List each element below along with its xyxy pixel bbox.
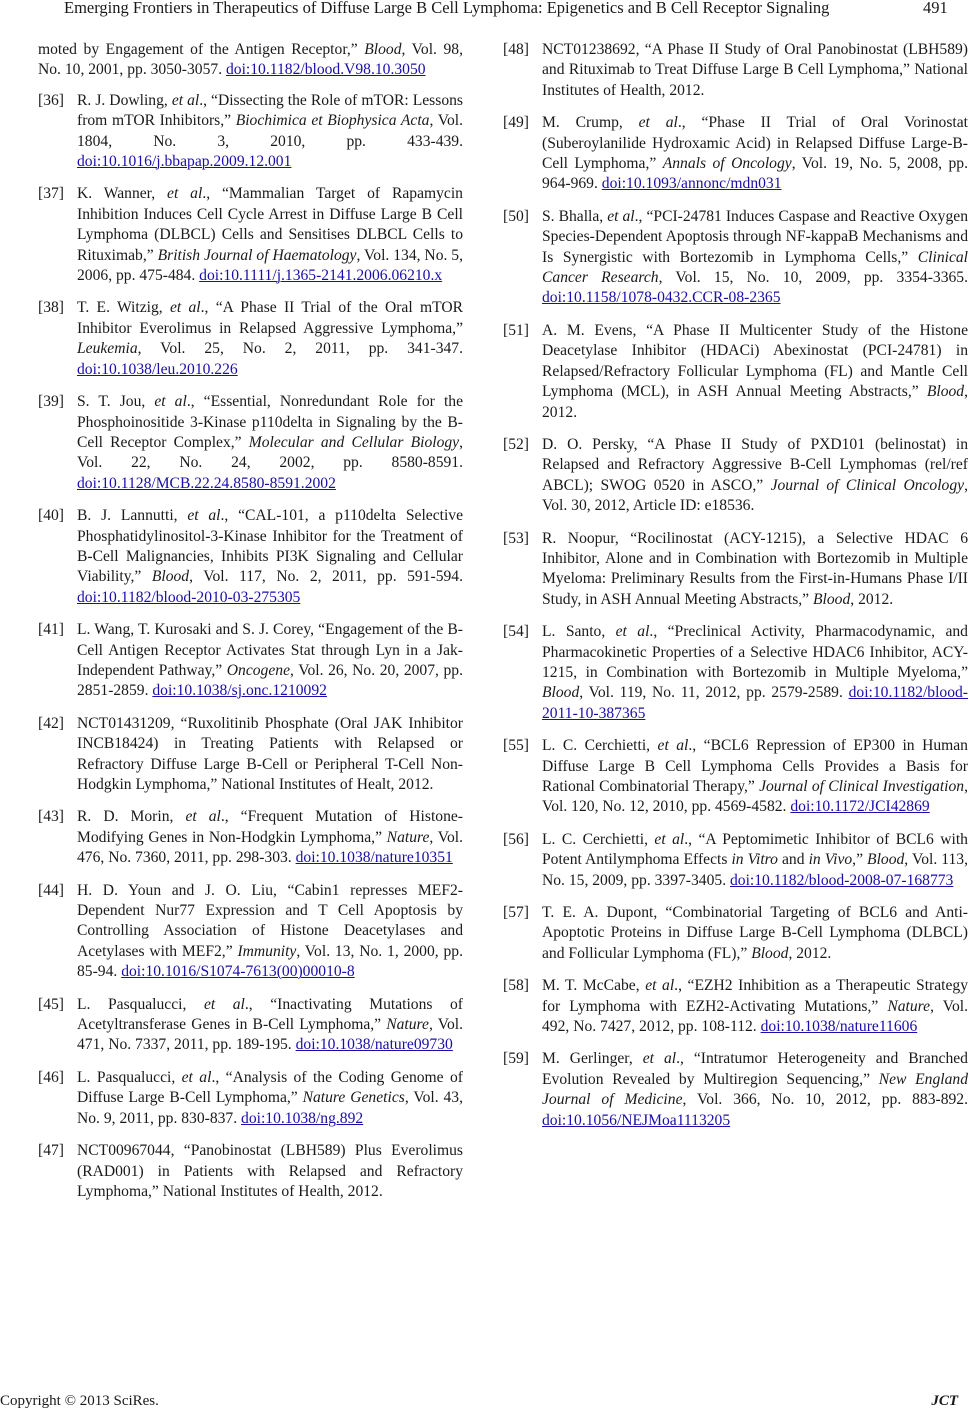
- text-run: D. O. Persky, “A Phase II Study of PXD101 (belinostat) in Relapsed and Refractory Aggressive B-Cell Lymphomas (rel/ref ABCL); SWOG 0520 in ASCO,”: [542, 435, 968, 494]
- text-run: , Vol. 113, No. 15, 2009, pp. 3397-3405.: [542, 851, 969, 889]
- reference-item: [38, 1068, 463, 1129]
- italic-text: Blood: [364, 41, 402, 58]
- reference-item: [38, 881, 463, 983]
- italic-text: Leukemia: [77, 340, 138, 358]
- reference-item: [38, 807, 463, 868]
- reference-number: [42]: [38, 714, 64, 732]
- italic-text: et al: [638, 114, 678, 132]
- reference-text: [77, 506, 463, 608]
- doi-link[interactable]: doi:10.1056/NEJMoa1113205: [542, 1111, 731, 1129]
- reference-number: [41]: [38, 621, 64, 639]
- text-run: ., “Intratumor Heterogeneity and Branched Evolution Revealed by Multiregion Sequencing,”: [542, 1050, 968, 1088]
- text-run: ., “Essential, Nonredundant Role for the Phosphoinositide 3-Kinase p110delta in Signaling by the B-Cell Receptor Complex,”: [77, 393, 463, 451]
- italic-text: et al: [171, 91, 200, 109]
- text-run: R. J. Dowling,: [77, 91, 172, 109]
- italic-text: Blood: [151, 568, 190, 586]
- italic-text: et al: [615, 623, 650, 641]
- italic-text: et al: [169, 299, 201, 317]
- italic-text: Biochimica et Biophysica Acta: [235, 112, 430, 130]
- text-run: NCT00967044, “Panobinostat (LBH589) Plus Everolimus (RAD001) in Patients with Relapsed and Refractory Lymphoma,” National Institutes of Health, 2012.: [77, 1142, 463, 1200]
- text-run: ., “A Peptomimetic Inhibitor of BCL6 with Potent Antilymphoma Effects: [542, 830, 968, 869]
- reference-number: [39]: [38, 393, 64, 411]
- reference-item: [38, 184, 463, 286]
- text-run: L. Pasqualucci,: [77, 995, 204, 1013]
- doi-link[interactable]: doi:10.1038/leu.2010.226: [77, 360, 238, 378]
- reference-number: [48]: [503, 41, 529, 58]
- doi-link[interactable]: doi:10.1182/blood.V98.10.3050: [226, 61, 426, 79]
- reference-text: [542, 321, 968, 423]
- text-run: L. C. Cerchietti,: [542, 737, 658, 755]
- text-run: , Vol. 22, No. 24, 2002, pp. 8580-8591.: [77, 433, 463, 472]
- reference-item: [503, 976, 968, 1037]
- italic-text: in Vivo: [808, 851, 853, 869]
- reference-column-left: [38, 40, 463, 1214]
- text-run: ., “CAL-101, a p110delta Selective Phosphatidylinositol-3-Kinase Inhibitor for the Treatment of B-Cell Malignancies, Inhibits PI3K Signaling and Cellular Viability,”: [77, 507, 463, 586]
- text-run: NCT01238692, “A Phase II Study of Oral Panobinostat (LBH589) and Rituximab to Treat Diffuse Large B Cell Lymphoma,” National Institutes of Health, 2012.: [542, 41, 968, 99]
- text-run: ., “Mammalian Target of Rapamycin Inhibition Induces Cell Cycle Arrest in Diffuse Large B Cell Lymphoma (DLBCL) Cells and Sensitises DLBCL Cells to Rituximab,”: [77, 185, 463, 264]
- reference-item: [503, 903, 968, 964]
- reference-number: [50]: [503, 207, 529, 225]
- text-run: ., “Frequent Mutation of Histone-Modifying Genes in Non-Hodgkin Lymphoma,”: [77, 808, 463, 846]
- reference-text: [542, 529, 968, 611]
- italic-text: Journal of Clinical Oncology: [770, 476, 965, 494]
- reference-number: [54]: [503, 623, 529, 641]
- italic-text: et al: [654, 830, 685, 848]
- text-run: , Vol. 43, No. 9, 2011, pp. 830-837.: [77, 1089, 464, 1127]
- reference-item: [503, 40, 968, 101]
- reference-column-right: [503, 40, 968, 1143]
- reference-text: [38, 40, 463, 81]
- text-run: ., “EZH2 Inhibition as a Therapeutic Strategy for Lymphoma with EZH2-Activating Mutations,”: [542, 977, 969, 1015]
- text-run: S. Bhalla,: [542, 207, 608, 225]
- text-run: ,”: [852, 851, 868, 869]
- reference-text: [77, 392, 463, 494]
- italic-text: Journal of Clinical Investigation: [759, 778, 965, 795]
- reference-item: [503, 1049, 968, 1131]
- italic-text: et al: [181, 1068, 212, 1086]
- reference-item: [503, 830, 968, 891]
- reference-text: [542, 622, 968, 724]
- text-run: , 2012.: [788, 944, 832, 962]
- text-run: R. Noopur, “Rocilinostat (ACY-1215), a Selective HDAC 6 Inhibitor, Alone and in Combination with Bortezomib in Multiple Myeloma: Preliminary Results from the First-in-Humans Phase I/II Study, in ASH Annual Meeting Abstracts,”: [542, 529, 968, 608]
- text-run: ., “BCL6 Repression of EP300 in Human Diffuse Large B Cell Lymphoma Cells Provides a Basis for Rational Combinatorial Therapy,”: [542, 737, 968, 795]
- reference-text: [77, 1141, 463, 1202]
- doi-link[interactable]: doi:10.1038/nature11606: [760, 1018, 918, 1036]
- doi-link[interactable]: doi:10.1093/annonc/mdn031: [601, 175, 782, 193]
- reference-number: [55]: [503, 737, 529, 755]
- doi-link[interactable]: doi:10.1128/MCB.22.24.8580-8591.2002: [77, 474, 336, 492]
- doi-link[interactable]: doi:10.1182/blood-2008-07-168773: [730, 871, 954, 889]
- doi-link[interactable]: doi:10.1158/1078-0432.CCR-08-2365: [542, 289, 781, 307]
- doi-link[interactable]: doi:10.1182/blood-2010-03-275305: [77, 588, 301, 606]
- italic-text: et al: [185, 808, 221, 826]
- reference-number: [57]: [503, 904, 529, 922]
- reference-text: [542, 976, 968, 1037]
- reference-item: [38, 298, 463, 380]
- text-run: H. D. Youn and J. O. Liu, “Cabin1 represses MEF2-Dependent Nur77 Expression and T Cell Apoptosis by Controlling Association of Histone Deacetylases and Acetylases with MEF2,”: [77, 881, 463, 960]
- reference-item: [38, 91, 463, 173]
- italic-text: New England Journal of Medicine: [542, 1070, 968, 1109]
- reference-item: [503, 321, 968, 423]
- reference-text: [77, 714, 463, 796]
- reference-number: [53]: [503, 529, 529, 547]
- text-run: ., “PCI-24781 Induces Caspase and Reactive Oxygen Species-Dependent Apoptosis through NF-kappaB Mechanisms and Is Synergistic with Bortezomib in Lymphoma Cells,”: [542, 207, 968, 266]
- italic-text: et al: [154, 393, 187, 411]
- text-run: , 2012.: [542, 383, 968, 421]
- journal-abbrev: JCT: [931, 1393, 958, 1409]
- reference-item: [503, 622, 968, 724]
- reference-number: [52]: [503, 435, 529, 453]
- reference-number: [59]: [503, 1050, 529, 1068]
- italic-text: et al: [645, 977, 675, 995]
- text-run: M. Gerlinger,: [542, 1050, 643, 1068]
- reference-text: [542, 113, 968, 195]
- reference-number: [51]: [503, 321, 529, 339]
- text-run: B. J. Lannutti,: [77, 507, 188, 525]
- text-run: ., “Analysis of the Coding Genome of Diffuse Large B-Cell Lymphoma,”: [77, 1068, 463, 1107]
- reference-text: [77, 881, 463, 983]
- doi-link[interactable]: doi:10.1016/S1074-7613(00)00010-8: [121, 963, 355, 981]
- italic-text: Nature Genetics: [302, 1089, 405, 1107]
- italic-text: Nature: [386, 1016, 429, 1034]
- italic-text: Immunity: [237, 942, 297, 960]
- italic-text: Molecular and Cellular Biology: [248, 433, 460, 451]
- reference-item: [38, 40, 463, 81]
- text-run: L. C. Cerchietti,: [542, 830, 655, 848]
- text-run: , Vol. 120, No. 12, 2010, pp. 4569-4582.: [542, 778, 968, 816]
- italic-text: Nature: [887, 997, 931, 1015]
- reference-item: [503, 435, 968, 517]
- reference-number: [58]: [503, 977, 529, 995]
- text-run: , Vol. 25, No. 2, 2011, pp. 341-347.: [137, 340, 463, 358]
- text-run: , Vol. 134, No. 5, 2006, pp. 475-484.: [77, 246, 464, 285]
- reference-number: [40]: [38, 507, 64, 525]
- italic-text: et al: [203, 995, 245, 1013]
- reference-number: [49]: [503, 114, 529, 132]
- italic-text: et al: [167, 185, 203, 203]
- text-run: , 2012.: [850, 590, 894, 608]
- reference-item: [38, 506, 463, 608]
- reference-number: [56]: [503, 830, 529, 848]
- text-run: NCT01431209, “Ruxolitinib Phosphate (Oral JAK Inhibitor INCB18424) in Treating Patients with Relapsed or Refractory Diffuse Large B-Cell or Peripheral T-Cell Non-Hodgkin Lymphoma,” National Institutes of Healt, 2012.: [77, 714, 463, 793]
- reference-text: [542, 1049, 968, 1131]
- text-run: moted by Engagement of the Antigen Receptor,”: [38, 41, 365, 58]
- text-run: , Vol. 117, No. 2, 2011, pp. 591-594.: [189, 568, 463, 586]
- text-run: L. Santo,: [542, 623, 616, 641]
- reference-item: [503, 736, 968, 818]
- reference-item: [38, 392, 463, 494]
- doi-link[interactable]: doi:10.1172/JCI42869: [790, 798, 930, 816]
- doi-link[interactable]: doi:10.1038/sj.onc.1210092: [152, 682, 327, 700]
- doi-link[interactable]: doi:10.1182/blood-2011-10-387365: [542, 684, 968, 722]
- text-run: L. Pasqualucci,: [77, 1068, 182, 1086]
- reference-number: [38]: [38, 299, 64, 317]
- doi-link[interactable]: doi:10.1038/nature10351: [295, 849, 453, 867]
- text-run: , Vol. 30, 2012, Article ID: e18536.: [542, 476, 968, 515]
- text-run: L. Wang, T. Kurosaki and S. J. Corey, “Engagement of the B-Cell Antigen Receptor Activates Stat through Lyn in a Jak-Independent Pathway,”: [77, 621, 463, 679]
- text-run: ., “A Phase II Trial of the Oral mTOR Inhibitor Everolimus in Relapsed Aggressive Lymphoma,”: [77, 299, 463, 337]
- text-run: T. E. Witzig,: [77, 299, 170, 317]
- text-run: S. T. Jou,: [77, 393, 155, 411]
- text-run: , Vol. 119, No. 11, 2012, pp. 2579-2589.: [579, 684, 849, 702]
- text-run: , Vol. 1804, No. 3, 2010, pp. 433-439.: [77, 112, 463, 150]
- italic-text: et al: [657, 737, 689, 755]
- reference-text: [542, 736, 968, 818]
- text-run: M. Crump,: [542, 114, 639, 132]
- reference-text: [542, 903, 968, 964]
- text-run: T. E. A. Dupont, “Combinatorial Targeting of BCL6 and Anti-Apoptotic Proteins in Diffuse Large B-Cell Lymphoma (DLBCL) and Follicular Lymphoma (FL),”: [542, 904, 968, 962]
- reference-number: [43]: [38, 808, 64, 826]
- reference-text: [77, 620, 463, 702]
- italic-text: Blood: [751, 944, 789, 962]
- text-run: , Vol. 98, No. 10, 2001, pp. 3050-3057.: [38, 41, 464, 79]
- text-run: R. D. Morin,: [77, 808, 186, 826]
- copyright-notice: Copyright © 2013 SciRes.: [0, 1393, 159, 1409]
- reference-item: [38, 620, 463, 702]
- text-run: ., “Inactivating Mutations of Acetyltransferase Genes in B-Cell Lymphoma,”: [77, 995, 463, 1034]
- text-run: , Vol. 26, No. 20, 2007, pp. 2851-2859.: [77, 661, 463, 700]
- italic-text: in Vitro: [731, 851, 778, 869]
- text-run: , Vol. 471, No. 7337, 2011, pp. 189-195.: [77, 1016, 463, 1054]
- italic-text: Blood: [867, 851, 905, 869]
- italic-text: et al: [187, 507, 221, 525]
- reference-item: [503, 529, 968, 611]
- italic-text: Nature: [386, 828, 430, 846]
- text-run: , Vol. 15, No. 10, 2009, pp. 3354-3365.: [658, 269, 969, 287]
- running-title: Emerging Frontiers in Therapeutics of Diffuse Large B Cell Lymphoma: Epigenetics and B Cell Receptor Signaling: [64, 0, 830, 17]
- doi-link[interactable]: doi:10.1016/j.bbapap.2009.12.001: [77, 153, 292, 171]
- text-run: ., “Phase II Trial of Oral Vorinostat (Suberoylanilide Hydroxamic Acid) in Relapsed Diffuse Large-B-Cell Lymphoma,”: [542, 114, 968, 173]
- text-run: ., “Dissecting the Role of mTOR: Lessons from mTOR Inhibitors,”: [77, 91, 463, 130]
- text-run: , Vol. 476, No. 7360, 2011, pp. 298-303.: [77, 828, 463, 867]
- reference-item: [38, 714, 463, 796]
- text-run: , Vol. 492, No. 7427, 2012, pp. 108-112.: [542, 997, 968, 1036]
- reference-number: [45]: [38, 995, 64, 1013]
- italic-text: Annals of Oncology: [662, 155, 792, 173]
- reference-item: [503, 113, 968, 195]
- reference-text: [77, 184, 463, 286]
- reference-text: [542, 207, 968, 309]
- italic-text: British Journal of Haematology: [157, 246, 357, 264]
- text-run: and: [777, 851, 809, 869]
- reference-item: [38, 995, 463, 1056]
- reference-number: [47]: [38, 1142, 64, 1160]
- text-run: , Vol. 366, No. 10, 2012, pp. 883-892.: [682, 1091, 969, 1109]
- text-run: , Vol. 13, No. 1, 2000, pp. 85-94.: [77, 942, 463, 981]
- doi-link[interactable]: doi:10.1111/j.1365-2141.2006.06210.x: [199, 267, 443, 285]
- text-run: , Vol. 19, No. 5, 2008, pp. 964-969.: [542, 155, 968, 193]
- reference-text: [77, 298, 463, 380]
- reference-item: [503, 207, 968, 309]
- italic-text: Blood: [542, 684, 580, 702]
- reference-text: [77, 1068, 463, 1129]
- reference-text: [77, 91, 463, 173]
- italic-text: Blood: [813, 590, 851, 608]
- doi-link[interactable]: doi:10.1038/nature09730: [295, 1036, 453, 1054]
- italic-text: et al: [642, 1050, 677, 1068]
- italic-text: et al: [607, 207, 635, 225]
- text-run: A. M. Evens, “A Phase II Multicenter Study of the Histone Deacetylase Inhibitor (HDACi) Abexinostat (PCI-24781) in Relapsed/Refractory Follicular Lymphoma (FL) and Mantle Cell Lymphoma (MCL), in ASH Annual Meeting Abstracts,”: [542, 321, 968, 401]
- reference-number: [37]: [38, 185, 64, 203]
- page-number: 491: [923, 0, 948, 17]
- reference-number: [46]: [38, 1068, 64, 1086]
- reference-text: [77, 807, 463, 868]
- doi-link[interactable]: doi:10.1038/ng.892: [241, 1109, 364, 1127]
- text-run: ., “Preclinical Activity, Pharmacodynamic, and Pharmacokinetic Properties of a Selective HDAC6 Inhibitor, ACY-1215, in Combination with Bortezomib in Multiple Myeloma,”: [542, 623, 968, 681]
- reference-text: [542, 830, 968, 891]
- reference-text: [77, 995, 463, 1056]
- reference-item: [38, 1141, 463, 1202]
- text-run: K. Wanner,: [77, 185, 168, 203]
- italic-text: Clinical Cancer Research: [542, 248, 968, 287]
- reference-number: [44]: [38, 881, 64, 899]
- reference-text: [542, 435, 968, 517]
- reference-text: [542, 40, 968, 101]
- italic-text: Oncogene: [226, 661, 290, 679]
- reference-number: [36]: [38, 91, 64, 109]
- text-run: M. T. McCabe,: [542, 977, 646, 995]
- italic-text: Blood: [926, 383, 965, 401]
